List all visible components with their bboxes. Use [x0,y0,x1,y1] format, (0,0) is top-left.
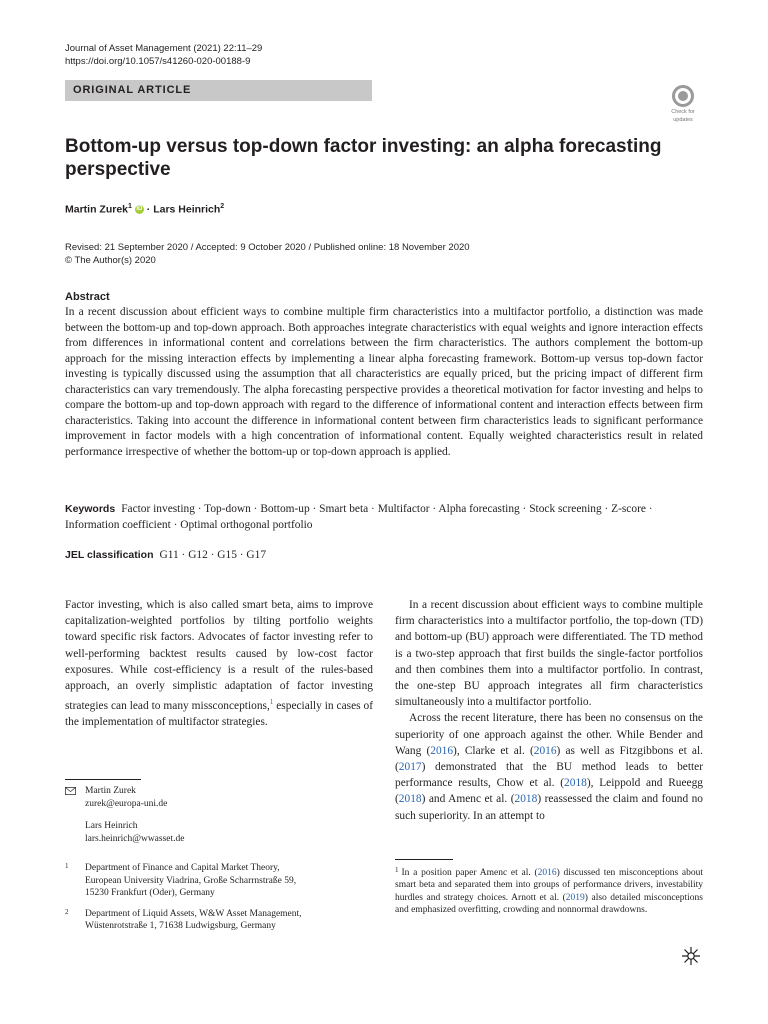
footnote-text: ) discussed ten misconceptions about smart beta and separated them into groups of performance drivers, investability hurdles and strategy choices. Arnott et al. ( [395,868,703,903]
citation-link[interactable]: 2018 [398,793,422,806]
keywords-block [65,501,703,533]
citation-link[interactable]: 2019 [565,892,585,903]
footnote [395,864,703,916]
check-for-updates-icon [672,85,694,107]
contact-entry [65,820,373,845]
affiliation-number: 2 [65,907,69,916]
affiliation-number: 1 [65,862,69,870]
paragraph-text: ) and Amenc et al. ( [421,793,515,806]
affiliation-line: Wüstenrotstraße 1, 71638 Ludwigsburg, Germany [85,921,276,931]
paragraph-text: especially in cases of the implementation of multifactor strategies. [65,700,373,729]
paragraph-text: ), Clarke et al. ( [453,744,534,757]
abstract-heading: Abstract [65,291,110,303]
paragraph-text: ) as well as Fitzgibbons et al. ( [395,744,703,774]
body-paragraph [65,597,373,730]
citation-link[interactable]: 2018 [514,793,538,806]
footnote-divider [395,859,453,860]
article-history: Revised: 21 September 2020 / Accepted: 9 October 2020 / Published online: 18 November 2020 [65,242,470,253]
badge-label-line1: Check for [671,109,695,115]
check-for-updates-badge[interactable] [664,85,702,123]
paragraph-text: ), Leippold and Rueegg ( [395,777,703,806]
contact-name: Lars Heinrich [85,821,138,831]
left-column [65,597,373,730]
envelope-icon [65,787,76,795]
journal-header [65,42,262,68]
affiliation-line: 15230 Frankfurt (Oder), Germany [85,888,215,898]
affiliation-entry [65,908,373,933]
keywords-text: Factor investing · Top-down · Bottom-up · Smart beta · Multifactor · Alpha forecasting · Stock screening · Z-score · Information coefficient · Optimal orthogonal portfolio [65,503,653,531]
jel-heading: JEL classification [65,549,154,561]
orcid-icon[interactable]: iD [136,206,143,213]
affiliation-line: Department of Finance and Capital Market Theory, [85,863,280,873]
paragraph-text: ) demonstrated that the BU method leads to better performance results, Chow et al. ( [395,761,703,790]
journal-citation: Journal of Asset Management (2021) 22:11–29 [65,43,263,54]
affiliation-mark: 2 [220,203,225,210]
author-separator: · [143,203,154,216]
keywords-heading: Keywords [65,503,116,515]
affiliation-entry [65,862,373,900]
jel-block [65,549,266,561]
abstract-text: In a recent discussion about efficient ways to combine multiple firm characteristics into a multifactor portfolio, a distinction was made between the bottom-up and top-down approach. Both approaches integrate characteristics with equal weights and ignore interaction effects from differences in informational content and correlations between the firm characteristics. The authors complement the bottom-up approach for the missing interaction effects by implementing a linear alpha forecasting framework. Bottom-up versus top-down factor investing is typically discussed using the assumption that all characteristics are equally priced, but the pricing impact of different firm characteristics can vary tremendously. The alpha forecasting perspective provides a theoretical motivation for factor investing and helps to compare the bottom-up and top-down approach with regard to the difference of informational content and interaction effects between firm characteristics. Taking into account the difference in informational content between firm characteristics leads to significant performance improvement in factor models with a high concentration of informational content. Equally weighted characteristics result in related performance irrespective of whether the bottom-up or top-down approach is applied. [65,306,703,458]
citation-link[interactable]: 2016 [533,744,557,757]
copyright-line: © The Author(s) 2020 [65,255,156,266]
citation-link[interactable]: 2016 [430,744,454,757]
affiliation-line: European University Viadrina, Große Scharrnstraße 59, [85,875,297,886]
body-paragraph: In a recent discussion about efficient ways to combine multiple firm characteristics into a multifactor portfolio, the top-down (TD) and bottom-up (BU) approach were differentiated. The TD method is a two-step approach that first builds the single-factor portfolios and then combines them into a multifactor portfolio. In contrast, the one-step BU approach integrates all firm characteristics simultaneously into a multifactor portfolio. [395,599,703,709]
contact-name: Martin Zurek [85,786,136,796]
citation-link[interactable]: 2018 [564,777,587,790]
citation-link[interactable]: 2017 [398,761,422,774]
author-list [65,203,224,216]
affiliation-line: Department of Liquid Assets, W&W Asset Management, [85,908,302,919]
contact-divider [65,779,141,780]
footnote-number: 1 [395,866,399,874]
badge-label-line2: updates [673,117,693,123]
article-type-banner: ORIGINAL ARTICLE [65,80,372,101]
body-paragraph [395,710,703,823]
publication-dates [65,241,470,267]
contact-entry [65,785,373,810]
citation-link[interactable]: 2016 [537,868,557,878]
footnote-marker[interactable]: 1 [269,698,274,707]
doi-link[interactable]: https://doi.org/10.1057/s41260-020-00188-9 [65,56,251,67]
contact-email[interactable]: zurek@europa-uni.de [85,798,168,809]
contact-email[interactable]: lars.heinrich@wwasset.de [85,833,185,844]
jel-codes: G11 · G12 · G15 · G17 [159,549,267,561]
footnote-text: ) also detailed misconceptions and emphasized overfitting, crowding and nonnormal drawdowns. [395,892,703,915]
paragraph-text: Across the recent literature, there has been no consensus on the superiority of one approach against the other. While Bender and Wang ( [395,712,703,757]
author-name[interactable]: Lars Heinrich [153,203,221,216]
publisher-logo-icon [681,946,701,966]
paragraph-text: ) reassessed the claim and found no such superiority. In an attempt to [395,793,704,822]
paper-title: Bottom-up versus top-down factor investing: an alpha forecasting perspective [65,136,662,180]
affiliation-mark: 1 [128,203,132,210]
right-column [395,597,703,824]
paragraph-text: Factor investing, which is also called smart beta, aims to improve capitalization-weighted portfolios by tilting portfolio weights toward specific risk factors. Advocates of factor investing refer to well-performing backtest results caused by low-cost factor exposures. While cost-efficiency is a result of the rules-based approach, an overly simplistic adaptation of factor investing strategies can lead to many missconceptions, [65,599,373,713]
author-name[interactable]: Martin Zurek [65,203,129,216]
author-contacts [65,785,373,933]
footnote-text: In a position paper Amenc et al. ( [401,868,538,878]
